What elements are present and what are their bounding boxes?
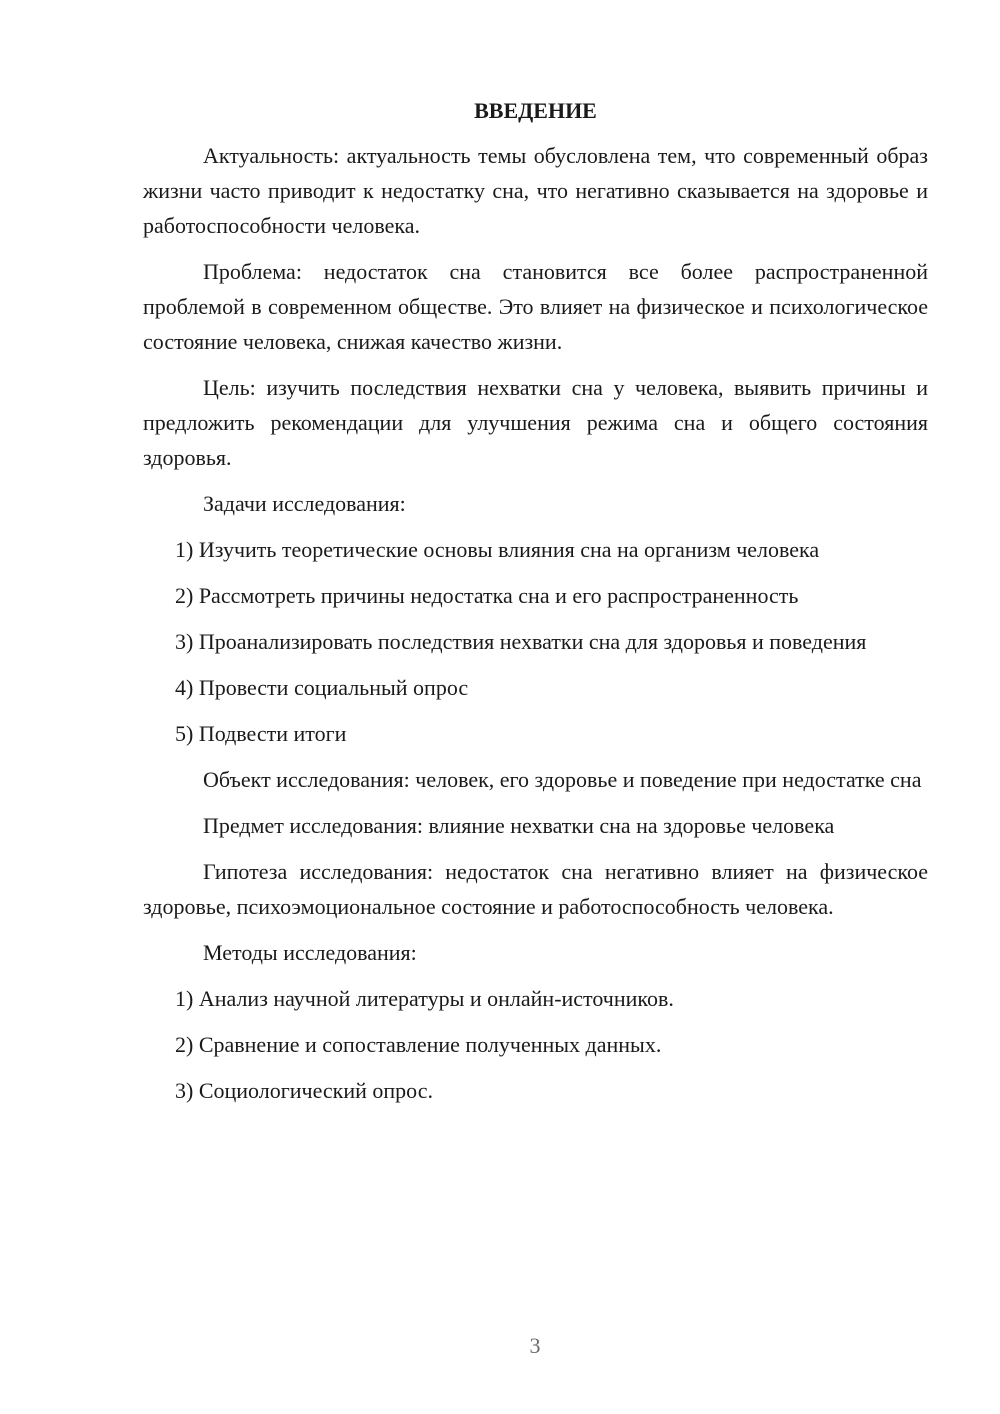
hypothesis-paragraph: Гипотеза исследования: недостаток сна негативно влияет на физическое здоровье, психоэмоциональное состояние и работоспособность человека. — [143, 859, 928, 919]
method-item: 1) Анализ научной литературы и онлайн-источников. — [175, 986, 674, 1011]
subject-paragraph: Предмет исследования: влияние нехватки сна на здоровье человека — [203, 813, 835, 838]
page-number: 3 — [529, 1333, 541, 1358]
relevance-paragraph: Актуальность: актуальность темы обусловлена тем, что современный образ жизни часто приводит к недостатку сна, что негативно сказывается на здоровье и работоспособности человека. — [143, 143, 928, 238]
methods-heading: Методы исследования: — [203, 940, 417, 965]
page-content — [143, 93, 928, 1119]
object-paragraph: Объект исследования: человек, его здоровье и поведение при недостатке сна — [203, 767, 922, 792]
problem-paragraph: Проблема: недостаток сна становится все более распространенной проблемой в современном обществе. Это влияет на физическое и психологическое состояние человека, снижая качество жизни. — [143, 259, 928, 354]
task-item: 5) Подвести итоги — [175, 721, 347, 746]
tasks-heading: Задачи исследования: — [203, 491, 406, 516]
task-item: 1) Изучить теоретические основы влияния сна на организм человека — [175, 537, 820, 562]
task-item: 2) Рассмотреть причины недостатка сна и его распространенность — [175, 583, 799, 608]
goal-paragraph: Цель: изучить последствия нехватки сна у человека, выявить причины и предложить рекомендации для улучшения режима сна и общего состояния здоровья. — [143, 375, 928, 470]
task-item: 3) Проанализировать последствия нехватки сна для здоровья и поведения — [175, 629, 867, 654]
task-item: 4) Провести социальный опрос — [175, 675, 469, 700]
page-title: ВВЕДЕНИЕ — [474, 98, 597, 123]
method-item: 3) Социологический опрос. — [175, 1078, 433, 1103]
method-item: 2) Сравнение и сопоставление полученных данных. — [175, 1032, 662, 1057]
